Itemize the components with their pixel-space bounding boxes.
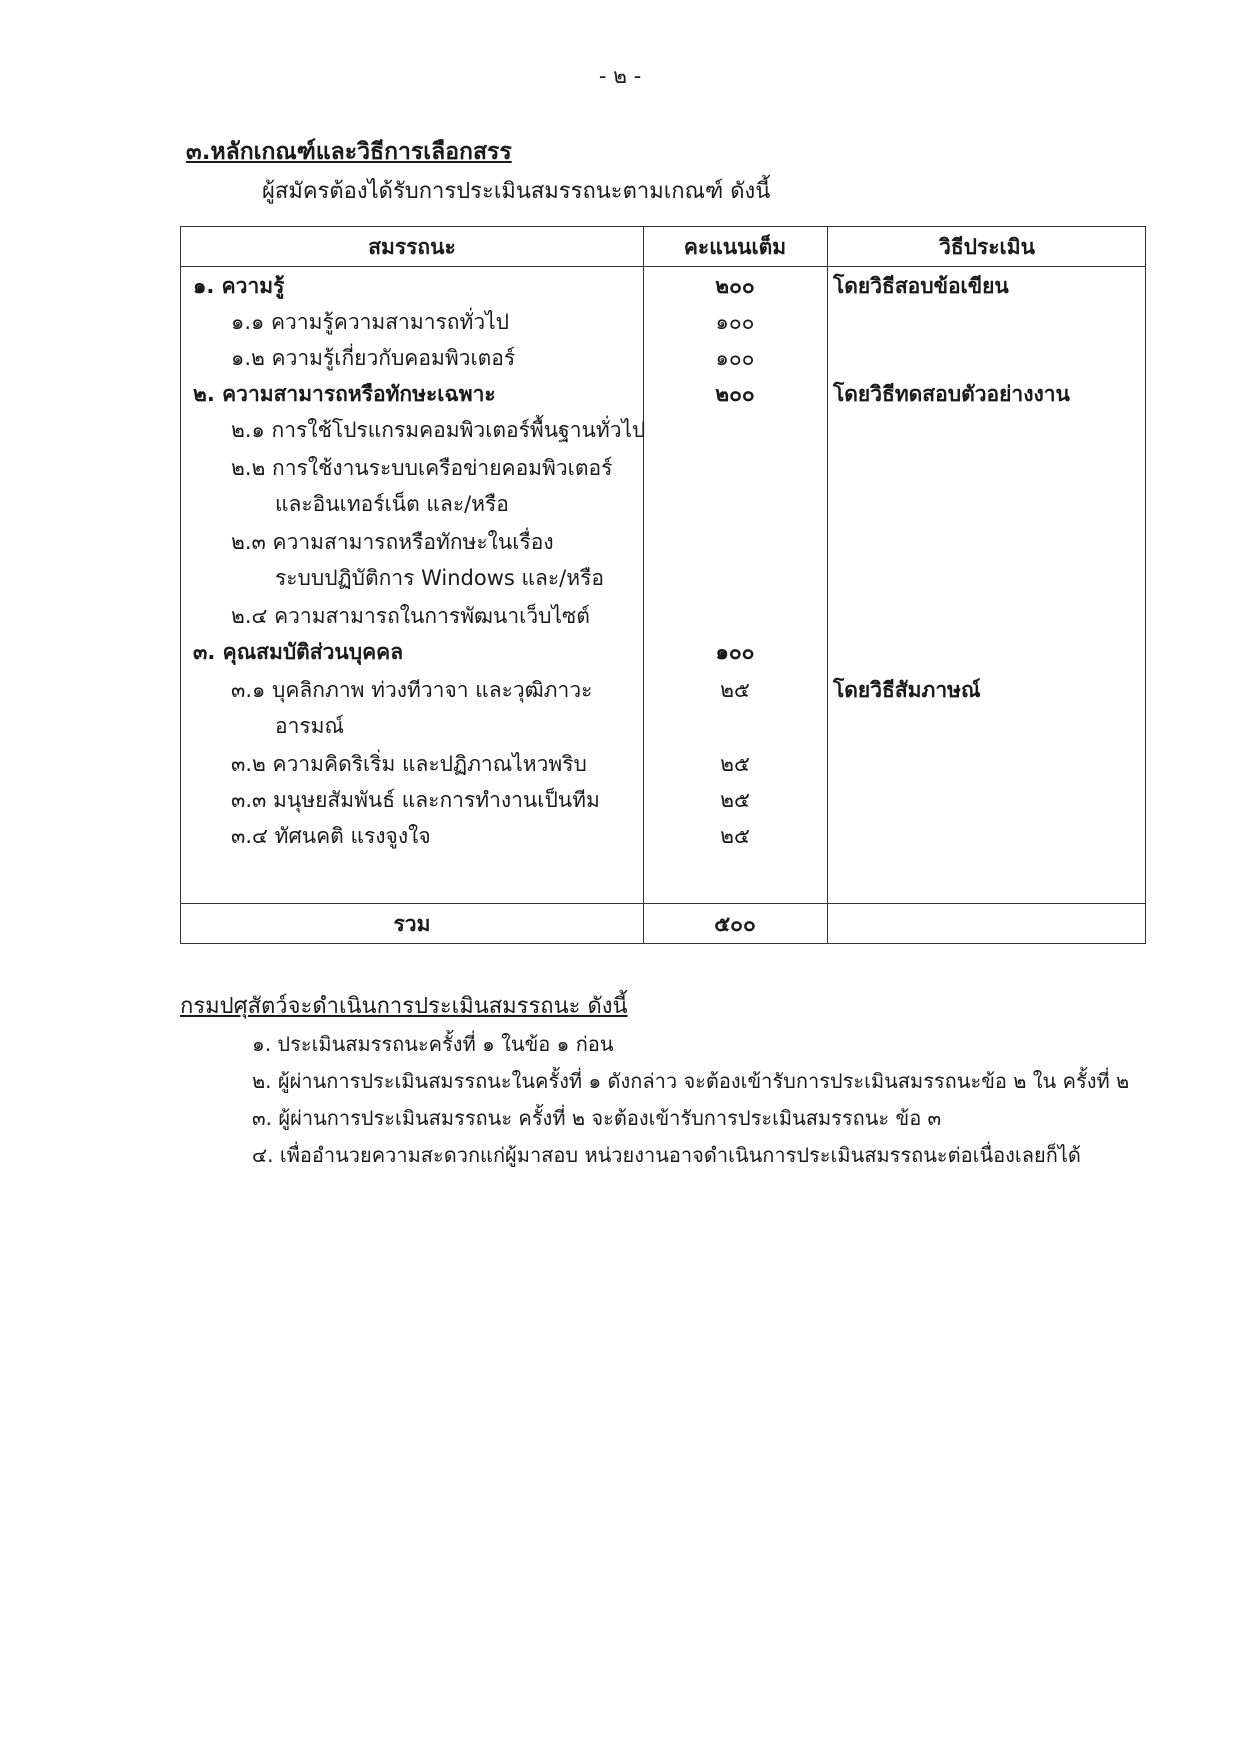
column-divider (827, 227, 828, 943)
row-score: ๑๐๐ (715, 640, 755, 664)
row-method: โดยวิธีทดสอบตัวอย่างงาน (833, 382, 1070, 406)
row-text: และอินเทอร์เน็ต และ/หรือ (275, 492, 509, 516)
process-list (252, 1026, 1129, 1174)
row-text: ๑.๑ ความรู้ความสามารถทั่วไป (231, 310, 510, 334)
row-score: ๒๕ (720, 752, 750, 776)
page-number: - ๒ - (598, 64, 642, 88)
row-text: ๓.๒ ความคิดริเริ่ม และปฏิภาณไหวพริบ (231, 752, 587, 776)
row-text: ๓.๑ บุคลิกภาพ ท่วงทีวาจา และวุฒิภาวะ (231, 678, 593, 702)
section-intro: ผู้สมัครต้องได้รับการประเมินสมรรถนะตามเกณฑ์ ดังนี้ (262, 179, 771, 204)
row-text: ๓.๔ ทัศนคติ แรงจูงใจ (231, 824, 431, 848)
total-score: ๕๐๐ (714, 912, 756, 936)
row-score: ๒๕ (720, 788, 750, 812)
header-competency: สมรรถนะ (368, 235, 456, 259)
row-text: ๒.๑ การใช้โปรแกรมคอมพิวเตอร์พื้นฐานทั่วไป (231, 418, 646, 442)
process-heading: กรมปศุสัตว์จะดำเนินการประเมินสมรรถนะ ดังนี้ (180, 994, 628, 1019)
row-method: โดยวิธีสัมภาษณ์ (833, 678, 981, 702)
row-score: ๒๐๐ (715, 382, 755, 406)
row-method: โดยวิธีสอบข้อเขียน (833, 274, 1009, 298)
row-score: ๑๐๐ (715, 310, 755, 334)
header-divider (181, 266, 1145, 267)
row-score: ๒๕ (720, 824, 750, 848)
row-score: ๒๐๐ (715, 274, 755, 298)
row-text: ๑.๒ ความรู้เกี่ยวกับคอมพิวเตอร์ (231, 346, 516, 370)
process-item: ๔. เพื่ออำนวยความสะดวกแก่ผู้มาสอบ หน่วยงานอาจดำเนินการประเมินสมรรถนะต่อเนื่องเลยก็ได้ (252, 1143, 1081, 1167)
row-score: ๑๐๐ (715, 346, 755, 370)
header-full-score: คะแนนเต็ม (683, 235, 787, 259)
row-text: ๒.๒ การใช้งานระบบเครือข่ายคอมพิวเตอร์ (231, 456, 613, 480)
header-method: วิธีประเมิน (939, 235, 1035, 259)
row-text: ๒. ความสามารถหรือทักษะเฉพาะ (193, 382, 496, 406)
row-text: ๓.๓ มนุษยสัมพันธ์ และการทำงานเป็นทีม (231, 788, 600, 812)
criteria-table (180, 226, 1146, 944)
total-label: รวม (393, 912, 431, 936)
row-text: ๒.๔ ความสามารถในการพัฒนาเว็บไซต์ (231, 604, 590, 628)
row-score: ๒๕ (720, 678, 750, 702)
row-text: ระบบปฏิบัติการ Windows และ/หรือ (275, 566, 604, 590)
row-text: อารมณ์ (275, 714, 345, 738)
process-item: ๓. ผู้ผ่านการประเมินสมรรถนะ ครั้งที่ ๒ จะต้องเข้ารับการประเมินสมรรถนะ ข้อ ๓ (252, 1106, 942, 1130)
process-item: ๒. ผู้ผ่านการประเมินสมรรถนะในครั้งที่ ๑ ดังกล่าว จะต้องเข้ารับการประเมินสมรรถนะข้อ ๒ ใน ครั้งที่ ๒ (252, 1069, 1130, 1093)
section-heading: ๓.หลักเกณฑ์และวิธีการเลือกสรร (186, 139, 512, 165)
total-divider (181, 903, 1145, 904)
row-text: ๒.๓ ความสามารถหรือทักษะในเรื่อง (231, 530, 554, 554)
process-item: ๑. ประเมินสมรรถนะครั้งที่ ๑ ในข้อ ๑ ก่อน (252, 1032, 614, 1056)
row-text: ๓. คุณสมบัติส่วนบุคคล (193, 640, 404, 664)
row-text: ๑. ความรู้ (193, 274, 285, 298)
